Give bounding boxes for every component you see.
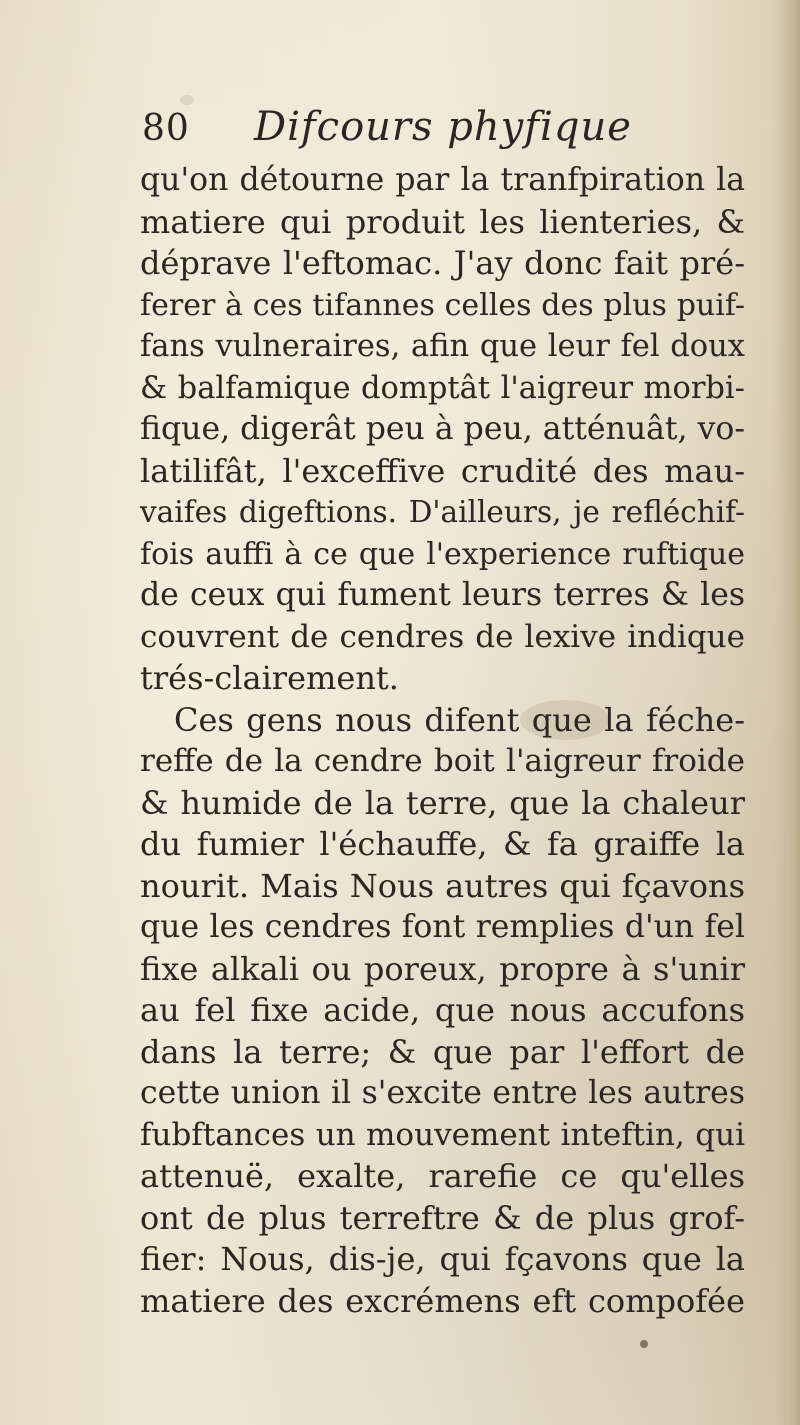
text-line: fois auffi à ce que l'experience ruftique (140, 536, 745, 572)
text-line: dans la terre; & que par l'effort de (140, 1032, 745, 1071)
text-line: fans vulneraires, afin que leur fel doux (140, 329, 745, 364)
running-title: Difcours phyfique (254, 104, 632, 150)
text-line: & humide de la terre, que la chaleur (140, 783, 745, 822)
text-line: du fumier l'échauffe, & fa graiffe la (140, 825, 745, 863)
text-line: au fel fixe acide, que nous accufons (140, 991, 745, 1029)
text-line: vaifes digeftions. D'ailleurs, je refléchif- (140, 495, 745, 529)
text-line: fier: Nous, dis-je, qui fçavons que la (140, 1240, 745, 1278)
text-line: matiere qui produit les lienteries, & (140, 202, 745, 241)
text-line: fubftances un mouvement inteftin, qui (140, 1116, 745, 1153)
text-line: attenuë, exalte, rarefie ce qu'elles (140, 1157, 745, 1195)
text-line: que les cendres font remplies d'un fel (140, 909, 745, 945)
text-line: de ceux qui fument leurs terres & les (140, 577, 745, 613)
text-line: déprave l'eftomac. J'ay donc fait pré- (140, 244, 745, 282)
text-line: trés-clairement. (140, 659, 399, 697)
text-line: nourit. Mais Nous autres qui fçavons (140, 866, 745, 905)
page-number: 80 (142, 108, 190, 149)
body-text (140, 160, 745, 1322)
text-line: ferer à ces tifannes celles des plus puif- (140, 287, 745, 323)
text-line: reffe de la cendre boit l'aigreur froide (140, 743, 745, 779)
text-line: cette union il s'excite entre les autres (140, 1075, 745, 1111)
text-line: ont de plus terreftre & de plus grof- (140, 1198, 745, 1237)
text-line: matiere des excrémens eft compofée (140, 1281, 745, 1320)
paper-stain (640, 1340, 648, 1348)
text-line: Ces gens nous difent que la féche- (174, 700, 745, 739)
text-line: & balfamique domptât l'aigreur morbi- (140, 370, 745, 406)
page-edge-shadow (774, 0, 800, 1425)
text-line: fique, digerât peu à peu, atténuât, vo- (140, 411, 745, 447)
text-line: qu'on détourne par la tranfpiration la (140, 162, 745, 198)
text-line: fixe alkali ou poreux, propre à s'unir (140, 949, 745, 988)
page-header (142, 104, 742, 156)
text-line: latilifât, l'exceffive crudité des mau- (140, 451, 745, 490)
text-line: couvrent de cendres de lexive indique (140, 618, 745, 655)
